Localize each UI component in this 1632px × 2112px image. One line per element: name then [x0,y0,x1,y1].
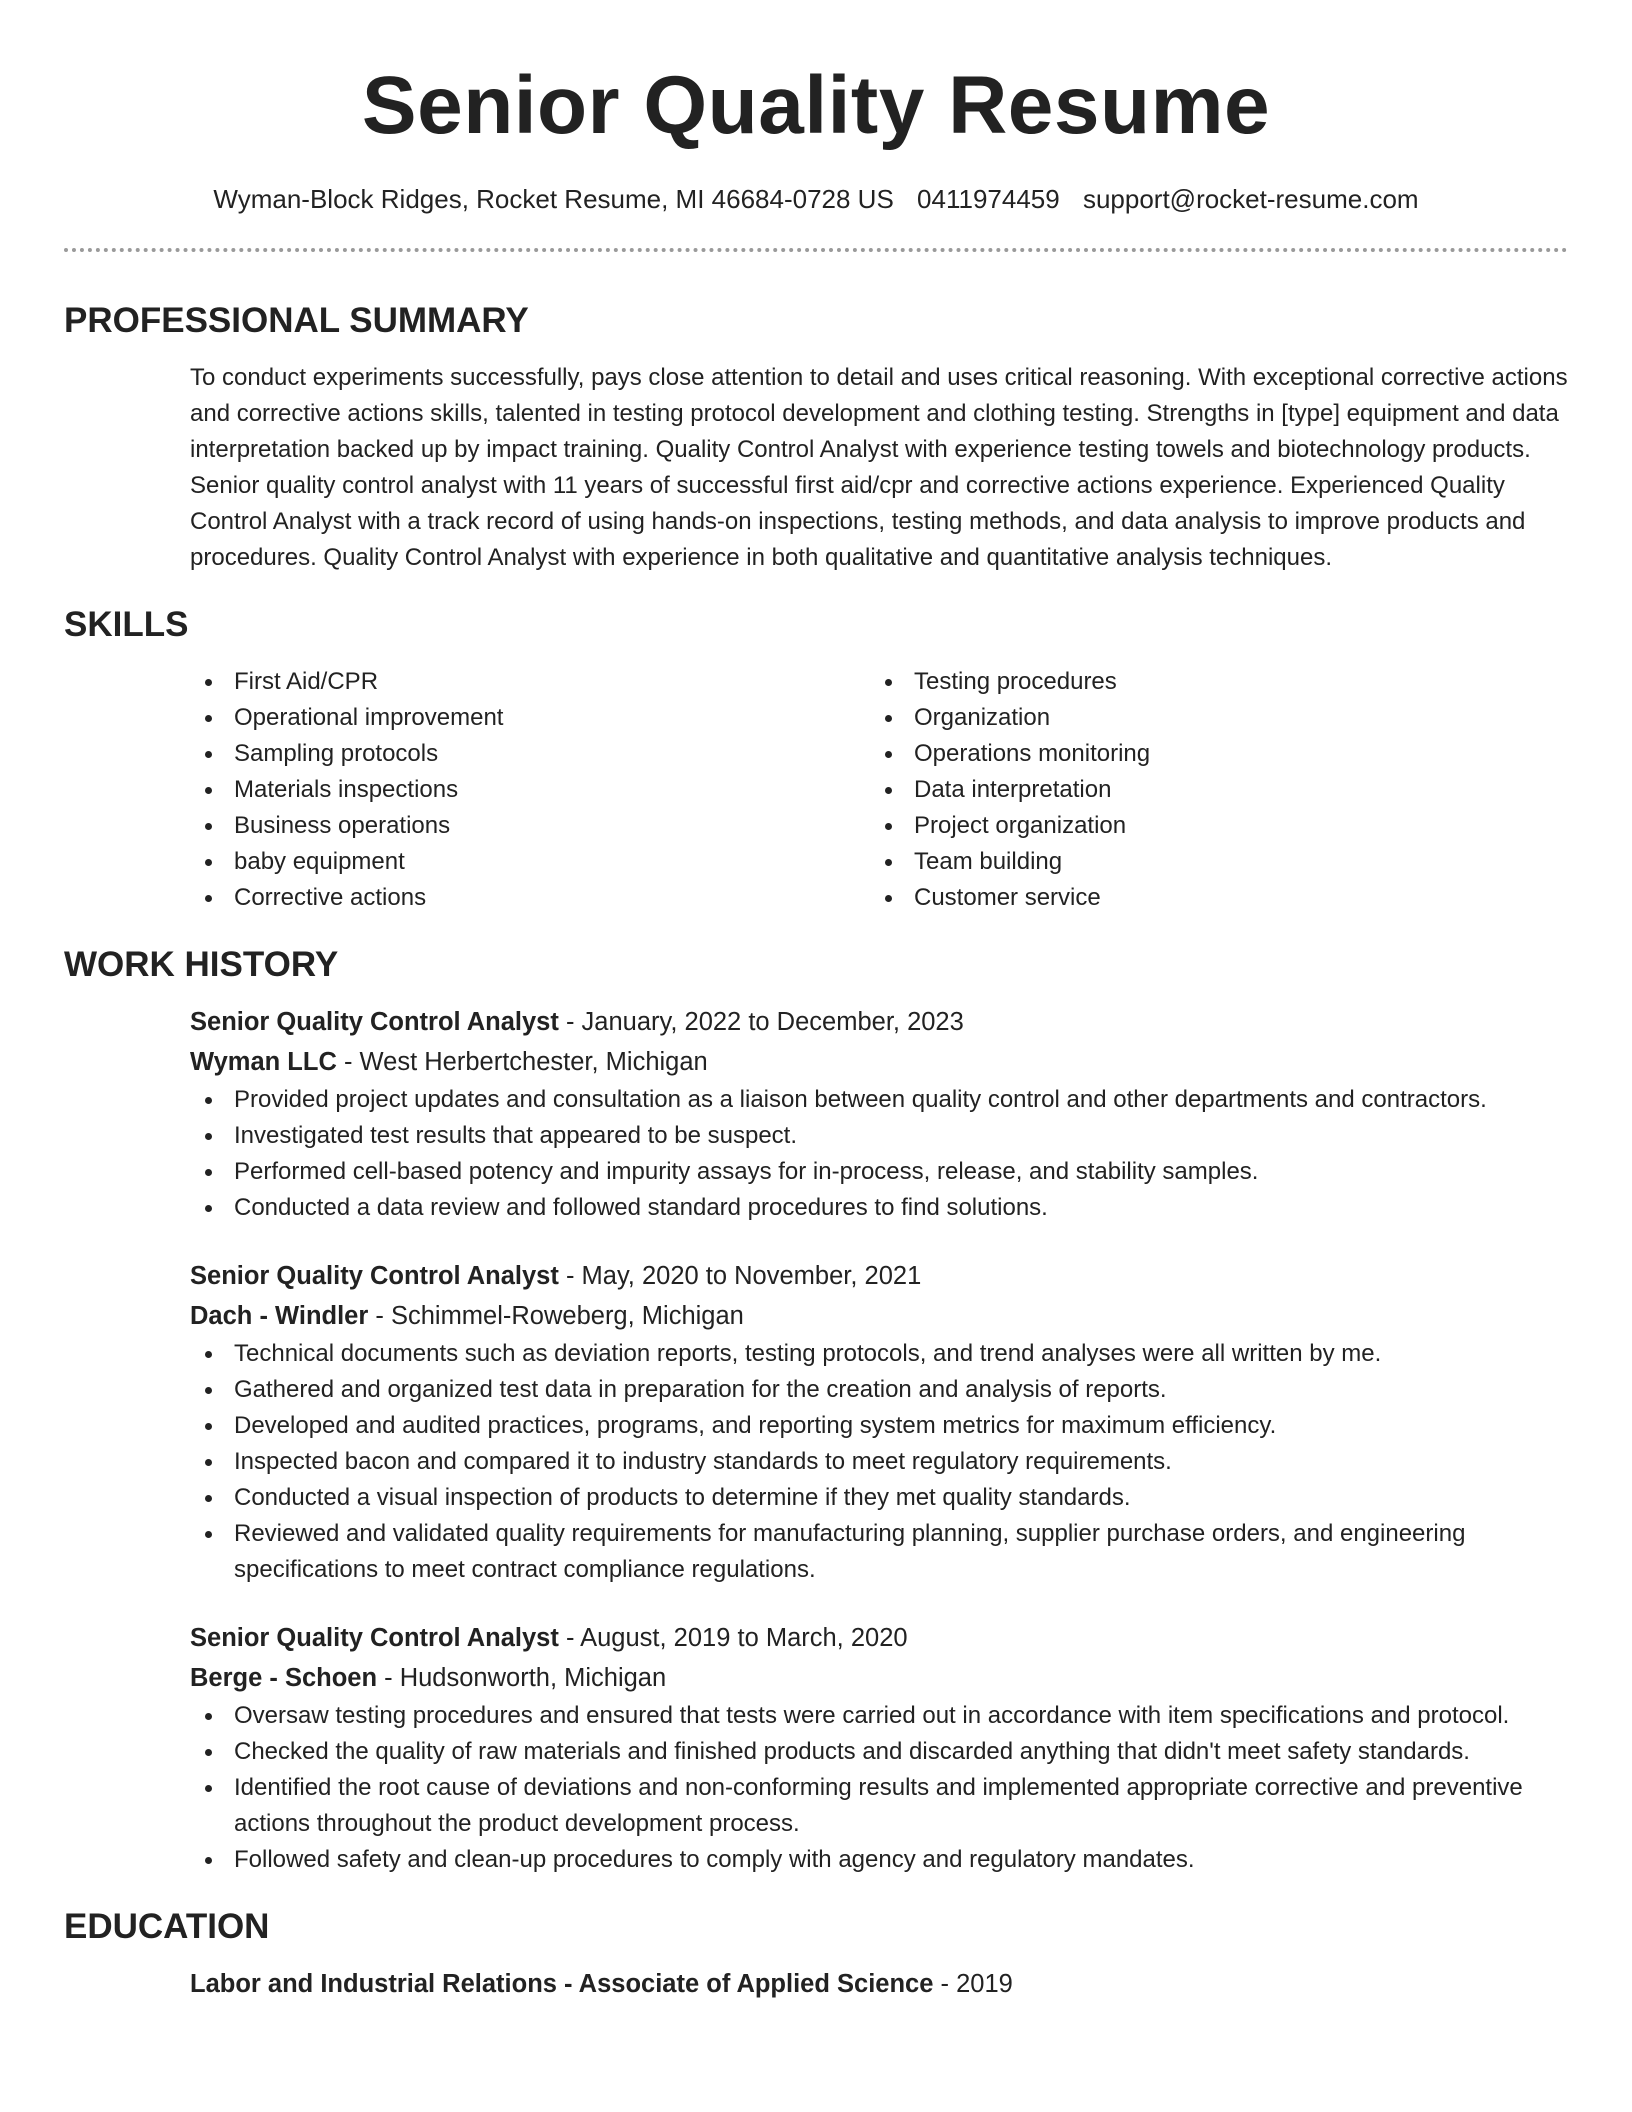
education-line [190,1964,1568,2004]
job-company-line [190,1296,1568,1336]
education-heading: EDUCATION [64,1907,270,1946]
job-title-line [190,1618,1568,1658]
job-dates: - August, 2019 to March, 2020 [558,1624,908,1652]
job-duty: Inspected bacon and compared it to industry standards to meet regulatory requirements. [190,1444,1568,1480]
job-entry [190,1002,1568,1226]
skill-item: Business operations [190,808,870,844]
job-duty: Technical documents such as deviation reports, testing protocols, and trend analyses were all written by me. [190,1336,1568,1372]
job-duty: Checked the quality of raw materials and finished products and discarded anything that didn't meet safety standards. [190,1734,1568,1770]
skills-section [190,664,1568,916]
skill-item: Project organization [870,808,1568,844]
contact-address: Wyman-Block Ridges, Rocket Resume, MI 46684-0728 US [213,184,894,214]
job-duties [190,1336,1568,1588]
skill-item: Team building [870,844,1568,880]
job-duty: Oversaw testing procedures and ensured that tests were carried out in accordance with item specifications and protocol. [190,1698,1568,1734]
job-duty: Developed and audited practices, programs, and reporting system metrics for maximum efficiency. [190,1408,1568,1444]
work-history-section [190,1002,1568,1878]
contact-email: support@rocket-resume.com [1082,184,1419,214]
job-duty: Reviewed and validated quality requirements for manufacturing planning, supplier purchase orders, and engineering specifications to meet contract compliance regulations. [190,1516,1568,1588]
job-company: Berge - Schoen [190,1664,378,1692]
job-duties [190,1698,1568,1878]
skill-item: Operational improvement [190,700,870,736]
job-dates: - January, 2022 to December, 2023 [558,1008,964,1036]
skills-list-right [870,664,1568,916]
job-dates: - May, 2020 to November, 2021 [558,1262,922,1290]
job-location: - West Herbertchester, Michigan [336,1048,708,1076]
header-divider [64,248,1568,252]
education-year: - 2019 [933,1970,1013,1998]
job-location: - Schimmel-Roweberg, Michigan [368,1302,744,1330]
job-duty: Investigated test results that appeared to be suspect. [190,1118,1568,1154]
summary-section [190,360,1568,576]
skill-item: Organization [870,700,1568,736]
job-company-line [190,1042,1568,1082]
job-company: Wyman LLC [190,1048,337,1076]
job-entry [190,1256,1568,1588]
work-history-heading: WORK HISTORY [64,945,339,984]
education-section [190,1964,1568,2004]
job-duties [190,1082,1568,1226]
job-entry [190,1618,1568,1878]
skills-heading: SKILLS [64,605,189,644]
job-duty: Provided project updates and consultation as a liaison between quality control and other departments and contractors. [190,1082,1568,1118]
job-title: Senior Quality Control Analyst [190,1624,559,1652]
job-title-line [190,1256,1568,1296]
skill-item: Operations monitoring [870,736,1568,772]
job-location: - Hudsonworth, Michigan [377,1664,667,1692]
skill-item: Data interpretation [870,772,1568,808]
skill-item: First Aid/CPR [190,664,870,700]
skill-item: Sampling protocols [190,736,870,772]
contact-phone: 0411974459 [917,184,1060,214]
skill-item: Corrective actions [190,880,870,916]
contact-line [64,182,1568,216]
job-duty: Performed cell-based potency and impurity assays for in-process, release, and stability samples. [190,1154,1568,1190]
job-duty: Conducted a visual inspection of products to determine if they met quality standards. [190,1480,1568,1516]
resume-title: Senior Quality Resume [361,60,1271,151]
summary-heading: PROFESSIONAL SUMMARY [64,301,529,340]
job-company-line [190,1658,1568,1698]
job-title-line [190,1002,1568,1042]
job-title: Senior Quality Control Analyst [190,1008,559,1036]
job-company: Dach - Windler [190,1302,369,1330]
job-duty: Conducted a data review and followed standard procedures to find solutions. [190,1190,1568,1226]
skill-item: Materials inspections [190,772,870,808]
skill-item: Customer service [870,880,1568,916]
job-duty: Gathered and organized test data in preparation for the creation and analysis of reports. [190,1372,1568,1408]
job-duty: Followed safety and clean-up procedures to comply with agency and regulatory mandates. [190,1842,1568,1878]
job-title: Senior Quality Control Analyst [190,1262,559,1290]
summary-text: To conduct experiments successfully, pays close attention to detail and uses critical reasoning. With exceptional corrective actions and corrective actions skills, talented in testing protocol development and clothing testing. Strengths in [type] equipment and data interpretation backed up by impact training. Quality Control Analyst with experience testing towels and biotechnology products. Senior quality control analyst with 11 years of successful first aid/cpr and corrective actions experience. Experienced Quality Control Analyst with a track record of using hands-on inspections, testing methods, and data analysis to improve products and procedures. Quality Control Analyst with experience in both qualitative and quantitative analysis techniques. [190,364,1568,571]
skill-item: Testing procedures [870,664,1568,700]
skills-list-left [190,664,870,916]
job-duty: Identified the root cause of deviations and non-conforming results and implemented appropriate corrective and preventive actions throughout the product development process. [190,1770,1568,1842]
skill-item: baby equipment [190,844,870,880]
education-degree: Labor and Industrial Relations - Associate of Applied Science [190,1970,934,1998]
